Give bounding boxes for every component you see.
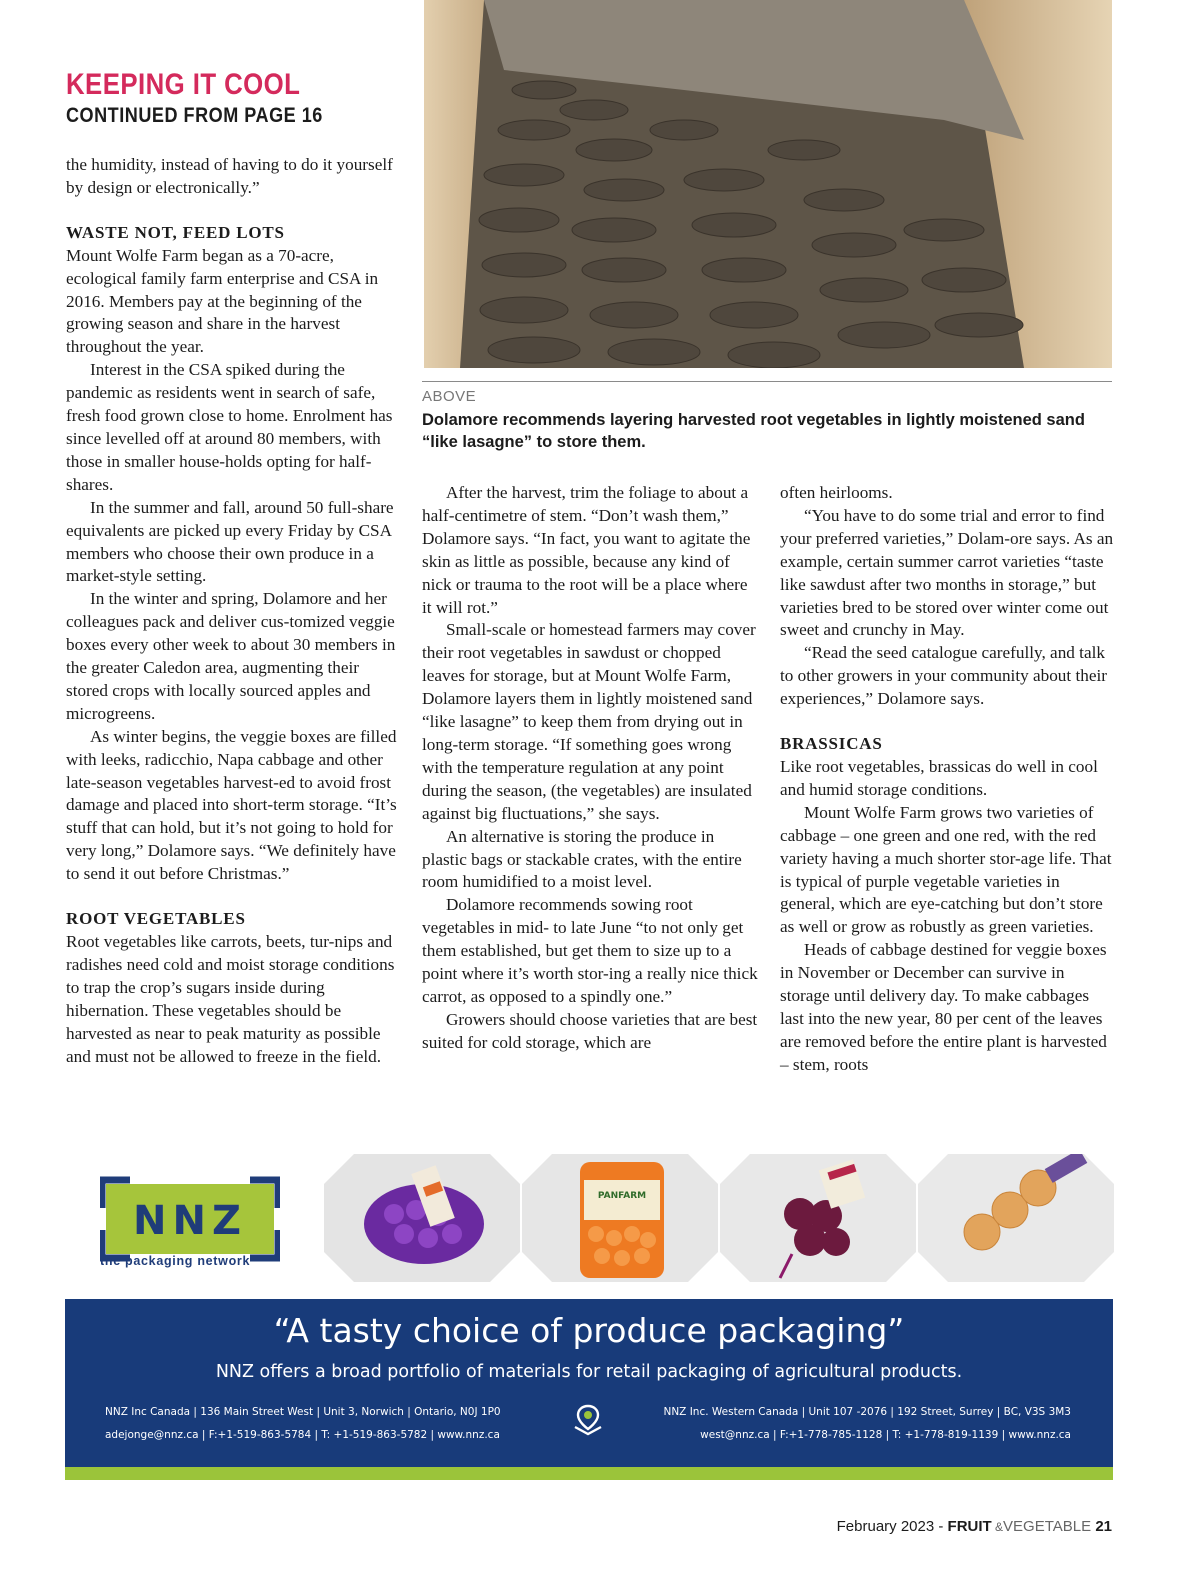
ad-subline: NNZ offers a broad portfolio of materials for retail packaging of agricultural products. <box>215 1362 963 1382</box>
subhead-brassicas: BRASSICAS <box>780 734 883 754</box>
root-vegetables-illustration <box>424 0 1112 368</box>
article-column-3 <box>780 482 1114 1077</box>
paragraph: An alternative is storing the produce in plastic bags or stackable crates, with the entire room humidified to a moist level. <box>422 826 742 892</box>
photo-caption: Dolamore recommends layering harvested root vegetables in lightly moistened sand “like lasagne” to store them. <box>422 411 1085 451</box>
product-image-orange-onion-bag <box>522 1154 718 1282</box>
paragraph: Growers should choose varieties that are best suited for cold storage, which are <box>422 1009 758 1052</box>
contact-western-canada: west@nnz.ca | F:+1-778-785-1128 | T: +1-778-819-1139 | www.nnz.ca <box>700 1429 1071 1441</box>
product-image-yellow-onion-sleeve <box>918 1154 1114 1282</box>
paragraph: Root vegetables like carrots, beets, tur-nips and radishes need cold and moist storage conditions to trap the crop’s sugars inside during hibernation. These vegetables should be harvested as near to peak maturity as possible and must not be allowed to freeze in the field. <box>66 932 395 1066</box>
paragraph: After the harvest, trim the foliage to about a half-centimetre of stem. “Don’t wash them,” Dolamore says. “In fact, you want to agitate the skin as little as possible, because any kind of nick or trauma to the root will be a place where it will rot.” <box>422 483 751 617</box>
section-kicker: KEEPING IT COOL <box>66 68 301 101</box>
paragraph: Small-scale or homestead farmers may cover their root vegetables in sawdust or chopped leaves for storage, but at Mount Wolfe Farm, Dolamore layers them in lightly moistened sand “like lasagne” to keep them from drying out in long-term storage. “If something goes wrong with the temperature regulation at any point during the season, (the vegetables) are insulated against big fluctuations,” she says. <box>422 620 756 823</box>
footer-date: February 2023 - <box>836 1518 948 1535</box>
product-image-red-onion-net <box>720 1154 916 1282</box>
address-western-canada: NNZ Inc. Western Canada | Unit 107 -2076 | 192 Street, Surrey | BC, V3S 3M3 <box>663 1406 1071 1418</box>
paragraph: In the summer and fall, around 50 full-share equivalents are picked up every Friday by CSA members who choose their own produce in a market-style setting. <box>66 497 394 586</box>
address-canada: NNZ Inc Canada | 136 Main Street West | Unit 3, Norwich | Ontario, N0J 1P0 <box>105 1406 501 1418</box>
bag-label: PANFARM <box>597 1191 647 1201</box>
nnz-tagline: the packaging network <box>100 1254 251 1268</box>
footer-mag-fruit: FRUIT <box>947 1518 992 1535</box>
paragraph: the humidity, instead of having to do it yourself by design or electronically.” <box>66 155 393 197</box>
ad-accent-bar <box>65 1467 1113 1480</box>
paragraph: In the winter and spring, Dolamore and her colleagues pack and deliver cus-tomized veggie boxes every other week to about 30 members in the greater Caledon area, augmenting their stored crops with locally sourced apples and microgreens. <box>66 589 396 723</box>
location-pin-icon <box>571 1403 605 1437</box>
nnz-logo-text: NNZ <box>133 1198 247 1244</box>
paragraph: Mount Wolfe Farm grows two varieties of cabbage – one green and one red, with the red variety having a much shorter stor-age life. That is typical of purple vegetable varieties in general, which are eye-catching but don’t store as well or grow as robustly as green varieties. <box>780 802 1112 937</box>
caption-rule <box>422 381 1112 382</box>
footer-mag-amp: & <box>991 1520 1004 1534</box>
article-column-1 <box>66 154 400 1068</box>
paragraph: “You have to do some trial and error to find your preferred varieties,” Dolam-ore says. As an example, certain summer carrot varieties “taste like sawdust after two months in storage,” but varieties bred to be stored over winter come out sweet and crunchy in May. <box>780 505 1114 640</box>
paragraph: “Read the seed catalogue carefully, and talk to other growers in your community about their experiences,” Dolamore says. <box>780 643 1107 709</box>
contact-canada: adejonge@nnz.ca | F:+1-519-863-5784 | T: +1-519-863-5782 | www.nnz.ca <box>105 1429 500 1441</box>
paragraph: Heads of cabbage destined for veggie boxes in November or December can survive in storage until delivery day. To make cabbages last into the new year, 80 per cent of the leaves are removed before the entire plant is harvested – stem, roots <box>780 940 1107 1074</box>
product-image-purple-onion-bag <box>324 1154 520 1282</box>
root-vegetables-photo <box>424 0 1112 368</box>
subhead-waste-not: WASTE NOT, FEED LOTS <box>66 222 285 242</box>
continued-label: CONTINUED FROM PAGE 16 <box>66 104 323 127</box>
paragraph: Mount Wolfe Farm began as a 70-acre, ecological family farm enterprise and CSA in 2016. Members pay at the beginning of the growing season and share in the harvest throughout the year. <box>66 245 379 357</box>
article-column-2 <box>422 482 758 1055</box>
footer-mag-vegetable: VEGETABLE <box>1003 1518 1092 1535</box>
page-footer <box>837 1518 1112 1535</box>
paragraph: often heirlooms. <box>780 483 893 502</box>
paragraph: As winter begins, the veggie boxes are filled with leeks, radicchio, Napa cabbage and other late-season vegetables harvest-ed to avoid frost damage and placed into short-term storage. “It’s stuff that can hold, but it’s not going to hold for very long,” Dolamore says. “We definitely have to send it out before Christmas.” <box>66 726 397 884</box>
page-number: 21 <box>1095 1518 1112 1535</box>
ad-headline: “A tasty choice of produce packaging” <box>273 1311 905 1350</box>
paragraph: Dolamore recommends sowing root vegetables in mid- to late June “to not only get them established, but get them to size up to a point where it’s worth stor-ing a really nice thick carrot, as opposed to a spindly one.” <box>422 895 758 1006</box>
paragraph: Like root vegetables, brassicas do well in cool and humid storage conditions. <box>780 756 1098 799</box>
subhead-root-vegetables: ROOT VEGETABLES <box>66 909 246 929</box>
ad-banner <box>65 1299 1113 1467</box>
caption-label: ABOVE <box>422 388 477 405</box>
paragraph: Interest in the CSA spiked during the pandemic as residents went in search of safe, fresh food grown close to home. Enrolment has since levelled off at around 80 members, with those in smaller house-holds opting for half-shares. <box>66 360 393 494</box>
